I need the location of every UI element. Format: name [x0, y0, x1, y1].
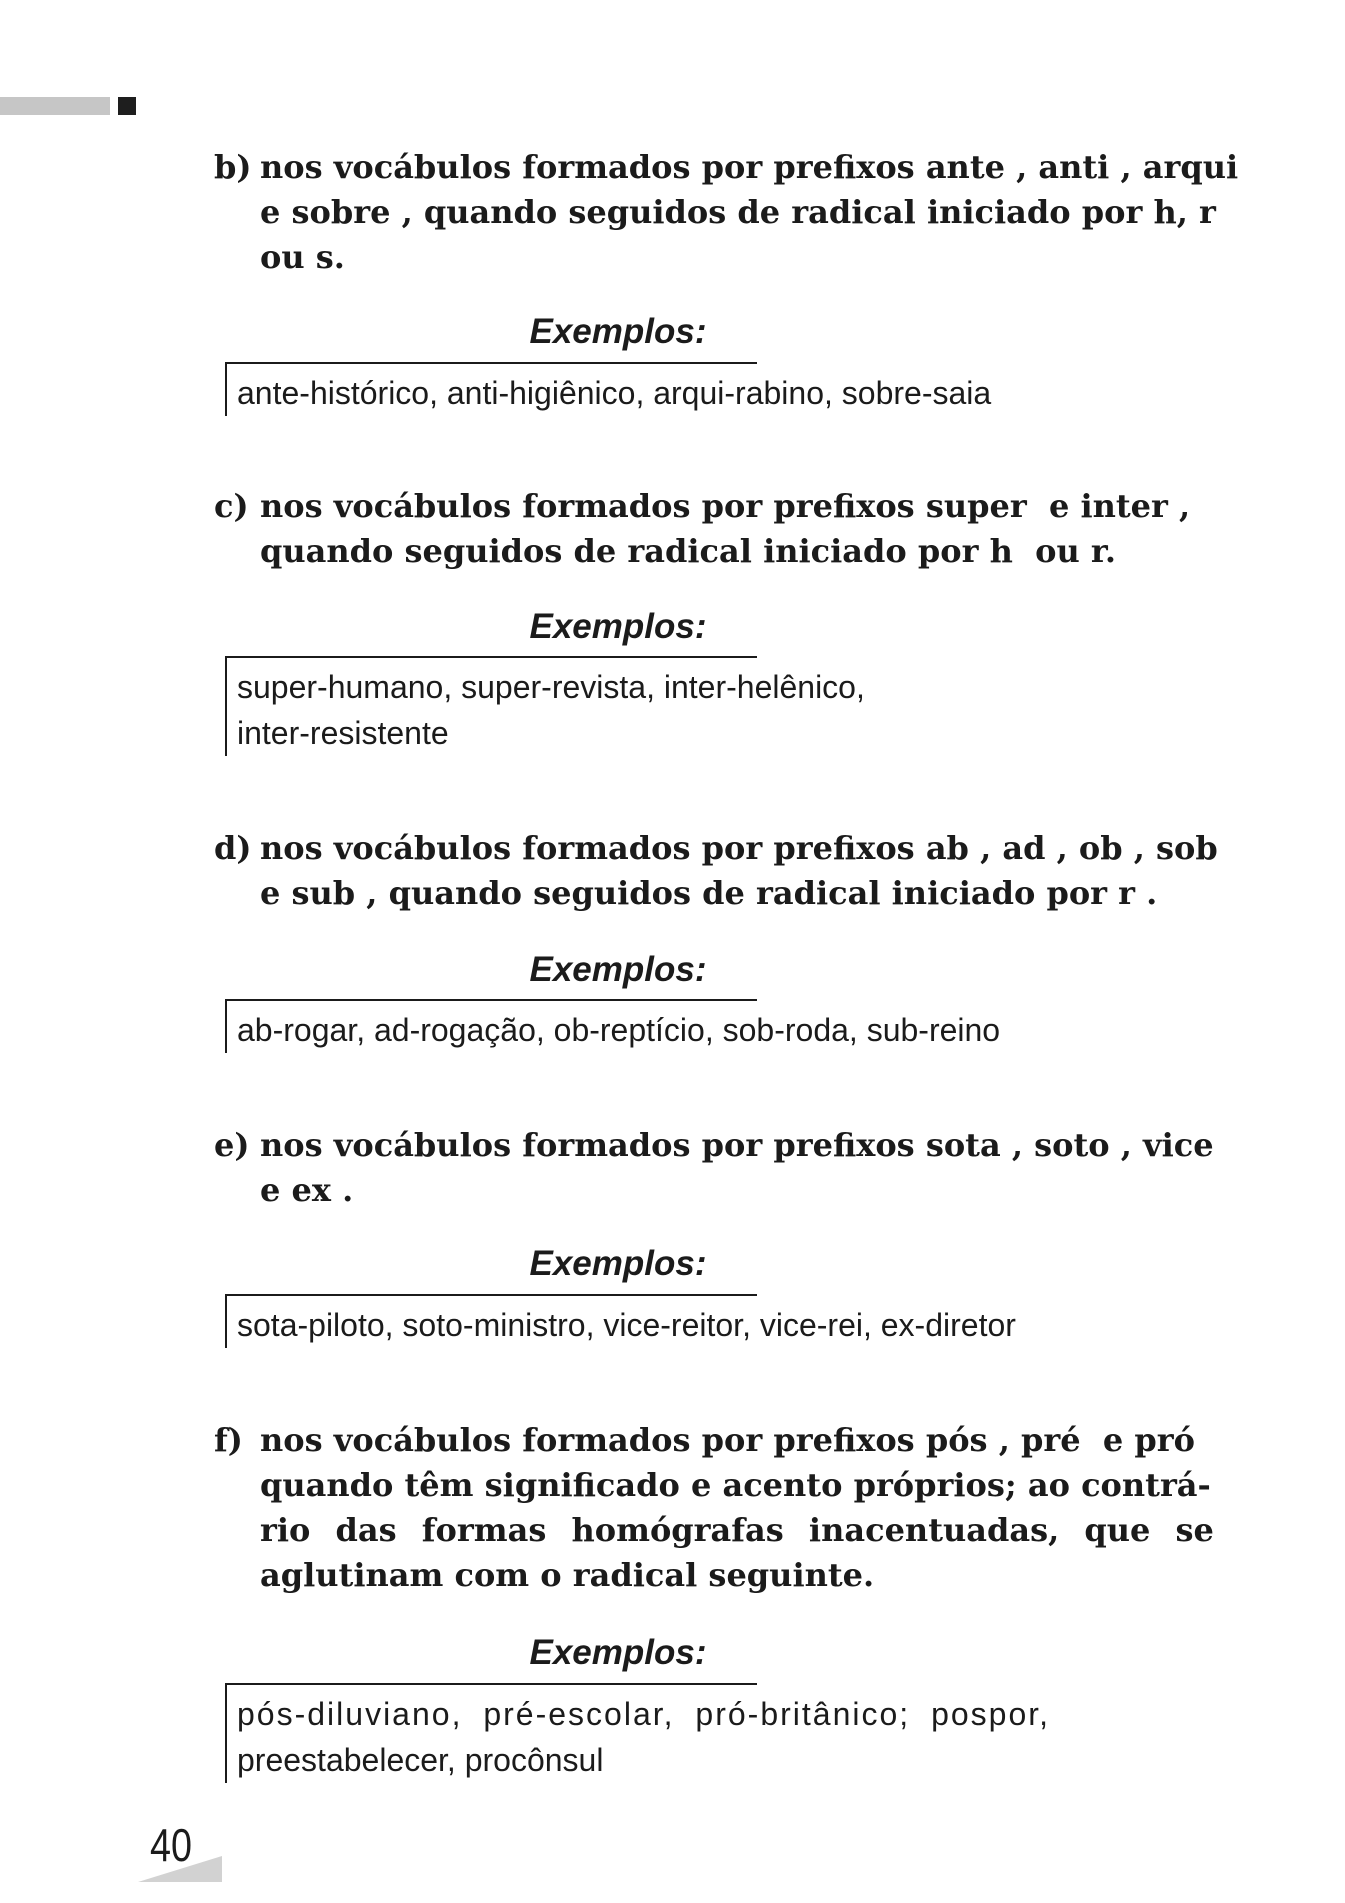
example-line: inter-resistente — [237, 715, 449, 751]
rule-line: rio das formas homógrafas inacentuadas, que se — [260, 1511, 1214, 1549]
item-marker: f) — [214, 1421, 243, 1459]
rule-text — [260, 1418, 1214, 1598]
example-line: ante-histórico, anti-higiênico, arqui-rabino, sobre-saia — [237, 375, 992, 411]
examples-label: Exemplos: — [529, 607, 707, 646]
rule-item-b — [214, 145, 1239, 280]
examples-box-rule — [227, 656, 757, 658]
examples-box-rule — [227, 1683, 757, 1685]
examples-label: Exemplos: — [529, 312, 707, 351]
rule-line: ou s. — [260, 238, 345, 276]
rule-text — [260, 1123, 1214, 1213]
rule-line: nos vocábulos formados por prefixos ab , ad , ob , sob — [260, 829, 1218, 867]
examples-box — [225, 656, 1217, 756]
rule-item-e — [214, 1123, 1214, 1213]
examples-box — [225, 999, 1217, 1053]
example-line: preestabelecer, procônsul — [237, 1742, 604, 1778]
rule-line: nos vocábulos formados por prefixos sota , soto , vice — [260, 1126, 1214, 1164]
rule-item-c — [214, 484, 1206, 574]
header-decoration-bar — [0, 97, 110, 115]
rule-line: nos vocábulos formados por prefixos super e inter , — [260, 487, 1191, 525]
examples-box — [225, 1683, 1217, 1783]
example-line: ab-rogar, ad-rogação, ob-reptício, sob-roda, sub-reino — [237, 1012, 1001, 1048]
rule-line: quando têm significado e acento próprios; ao contrá- — [260, 1466, 1211, 1504]
rule-line: quando seguidos de radical iniciado por h ou r. — [260, 532, 1116, 570]
rule-text — [260, 484, 1206, 574]
header-decoration-square — [118, 97, 136, 115]
rule-item-d — [214, 826, 1218, 916]
example-line: super-humano, super-revista, inter-helênico, — [237, 669, 865, 705]
rule-line: aglutinam com o radical seguinte. — [260, 1556, 875, 1594]
rule-text — [260, 145, 1239, 280]
examples-box — [225, 1294, 1217, 1348]
item-marker: d) — [214, 829, 252, 867]
item-marker: e) — [214, 1126, 250, 1164]
rule-line: nos vocábulos formados por prefixos pós , pré e pró — [260, 1421, 1195, 1459]
examples-box-rule — [227, 362, 757, 364]
examples-box — [225, 362, 1217, 416]
rule-item-f — [214, 1418, 1214, 1598]
rule-line: e sub , quando seguidos de radical iniciado por r . — [260, 874, 1158, 912]
examples-label: Exemplos: — [529, 950, 707, 989]
examples-box-rule — [227, 999, 757, 1001]
example-line: pós-diluviano, pré-escolar, pró-britânico; pospor, — [237, 1696, 1051, 1732]
item-marker: b) — [214, 148, 252, 186]
examples-label: Exemplos: — [529, 1244, 707, 1283]
page-number: 40 — [150, 1819, 192, 1871]
example-line: sota-piloto, soto-ministro, vice-reitor, vice-rei, ex-diretor — [237, 1307, 1016, 1343]
rule-line: nos vocábulos formados por prefixos ante , anti , arqui — [260, 148, 1239, 186]
rule-line: e sobre , quando seguidos de radical iniciado por h, r — [260, 193, 1216, 231]
rule-line: e ex . — [260, 1171, 354, 1209]
rule-text — [260, 826, 1218, 916]
examples-label: Exemplos: — [529, 1633, 707, 1672]
examples-box-rule — [227, 1294, 757, 1296]
item-marker: c) — [214, 487, 249, 525]
